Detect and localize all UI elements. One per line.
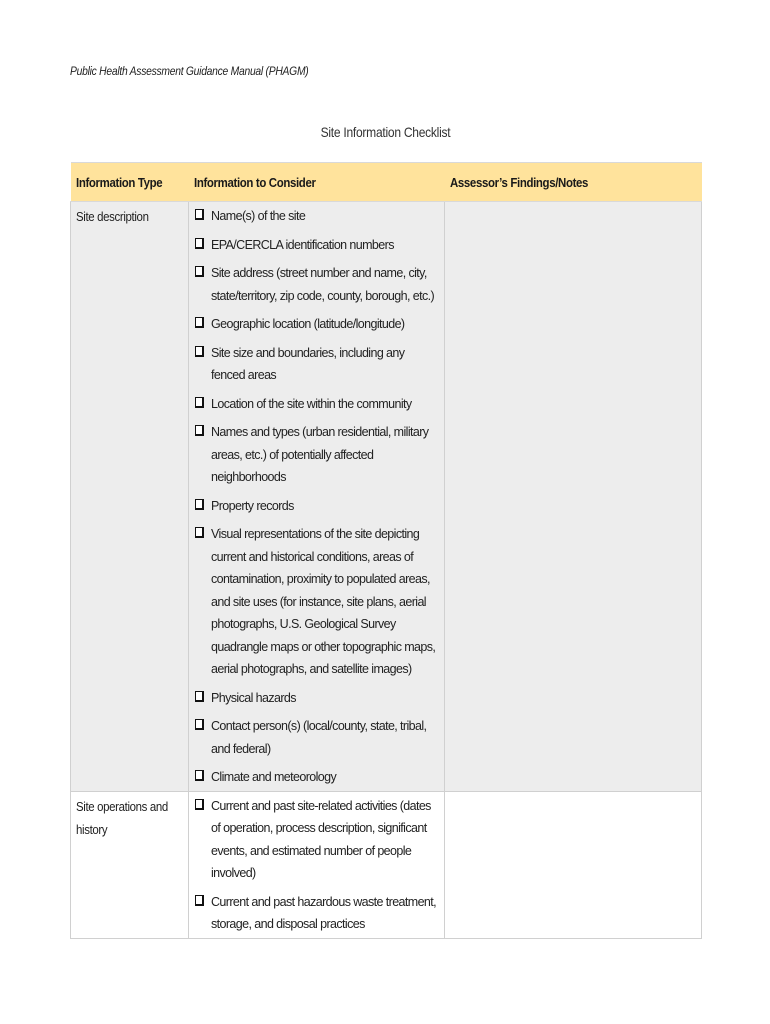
header-row: [71, 163, 702, 202]
checkbox-icon[interactable]: [195, 527, 204, 538]
information-to-consider-cell: [189, 791, 445, 938]
document-title-text: Site Information Checklist: [320, 124, 450, 140]
checklist-item: [194, 891, 440, 936]
checkbox-icon[interactable]: [195, 895, 204, 906]
checklist-table: [70, 162, 702, 939]
checklist-item-text: Name(s) of the site: [211, 209, 306, 223]
checkbox-icon[interactable]: [195, 719, 204, 730]
checkbox-icon[interactable]: [195, 499, 204, 510]
information-type-cell: [71, 791, 189, 938]
checklist-item: [194, 393, 440, 416]
checklist-item: [194, 795, 440, 885]
information-to-consider-cell: [189, 202, 445, 792]
checkbox-icon[interactable]: [195, 770, 204, 781]
assessor-notes-cell[interactable]: [445, 202, 702, 792]
checklist-item-text: Site size and boundaries, including any fenced areas: [211, 345, 405, 382]
checkbox-icon[interactable]: [195, 346, 204, 357]
checklist-item: [194, 262, 440, 307]
checkbox-icon[interactable]: [195, 799, 204, 810]
header-assessor-notes: Assessor’s Findings/Notes: [445, 163, 702, 202]
checklist-item-text: Visual representations of the site depicting current and historical conditions, areas of contamination, proximity to populated areas, and site uses (for instance, site plans, aerial photographs, U.S. Geological Survey quadrangle maps or other topographic maps, aerial photographs, and satellite images): [211, 527, 436, 676]
information-type-label: Site description: [76, 209, 149, 224]
checkbox-icon[interactable]: [195, 238, 204, 249]
checklist-item: [194, 523, 440, 681]
checklist-item: [194, 766, 440, 789]
checklist-item-text: EPA/CERCLA identification numbers: [211, 237, 394, 252]
checklist-item: [194, 421, 440, 489]
checkbox-icon[interactable]: [195, 266, 204, 277]
table-row: [71, 791, 702, 938]
checklist-item: [194, 342, 440, 387]
checklist-item: [194, 687, 440, 710]
checkbox-icon[interactable]: [195, 691, 204, 702]
checklist-item-text: Climate and meteorology: [211, 770, 337, 784]
checklist-item-text: Current and past site-related activities (dates of operation, process description, significant events, and estimated number of people involved): [211, 798, 431, 880]
information-type-cell: [71, 202, 189, 792]
checklist-item: [194, 234, 440, 257]
checklist-item-text: Current and past hazardous waste treatment, storage, and disposal practices: [211, 894, 437, 931]
assessor-notes-cell[interactable]: [445, 791, 702, 938]
running-head: Public Health Assessment Guidance Manual (PHAGM): [70, 64, 309, 78]
information-type-label: Site operations and history: [76, 798, 168, 837]
checkbox-icon[interactable]: [195, 425, 204, 436]
checklist-item: [194, 313, 440, 336]
checklist-item: [194, 495, 440, 518]
checklist-item-text: Location of the site within the community: [211, 396, 412, 411]
checkbox-icon[interactable]: [195, 209, 204, 220]
header-information-type: Information Type: [71, 163, 189, 202]
document-title: [0, 124, 770, 140]
checklist-item-text: Contact person(s) (local/county, state, tribal, and federal): [211, 719, 427, 756]
header-information-to-consider: Information to Consider: [189, 163, 445, 202]
checkbox-icon[interactable]: [195, 317, 204, 328]
checklist-item-text: Property records: [211, 498, 294, 513]
checklist-item-text: Geographic location (latitude/longitude): [211, 317, 405, 331]
checklist-item: [194, 205, 440, 228]
checklist-item-text: Site address (street number and name, city, state/territory, zip code, county, borough, etc.): [211, 266, 435, 303]
checklist-item-text: Names and types (urban residential, military areas, etc.) of potentially affected neighborhoods: [211, 425, 429, 484]
checklist-item-text: Physical hazards: [211, 690, 296, 705]
table-row: [71, 202, 702, 792]
checkbox-icon[interactable]: [195, 397, 204, 408]
checklist-item: [194, 715, 440, 760]
